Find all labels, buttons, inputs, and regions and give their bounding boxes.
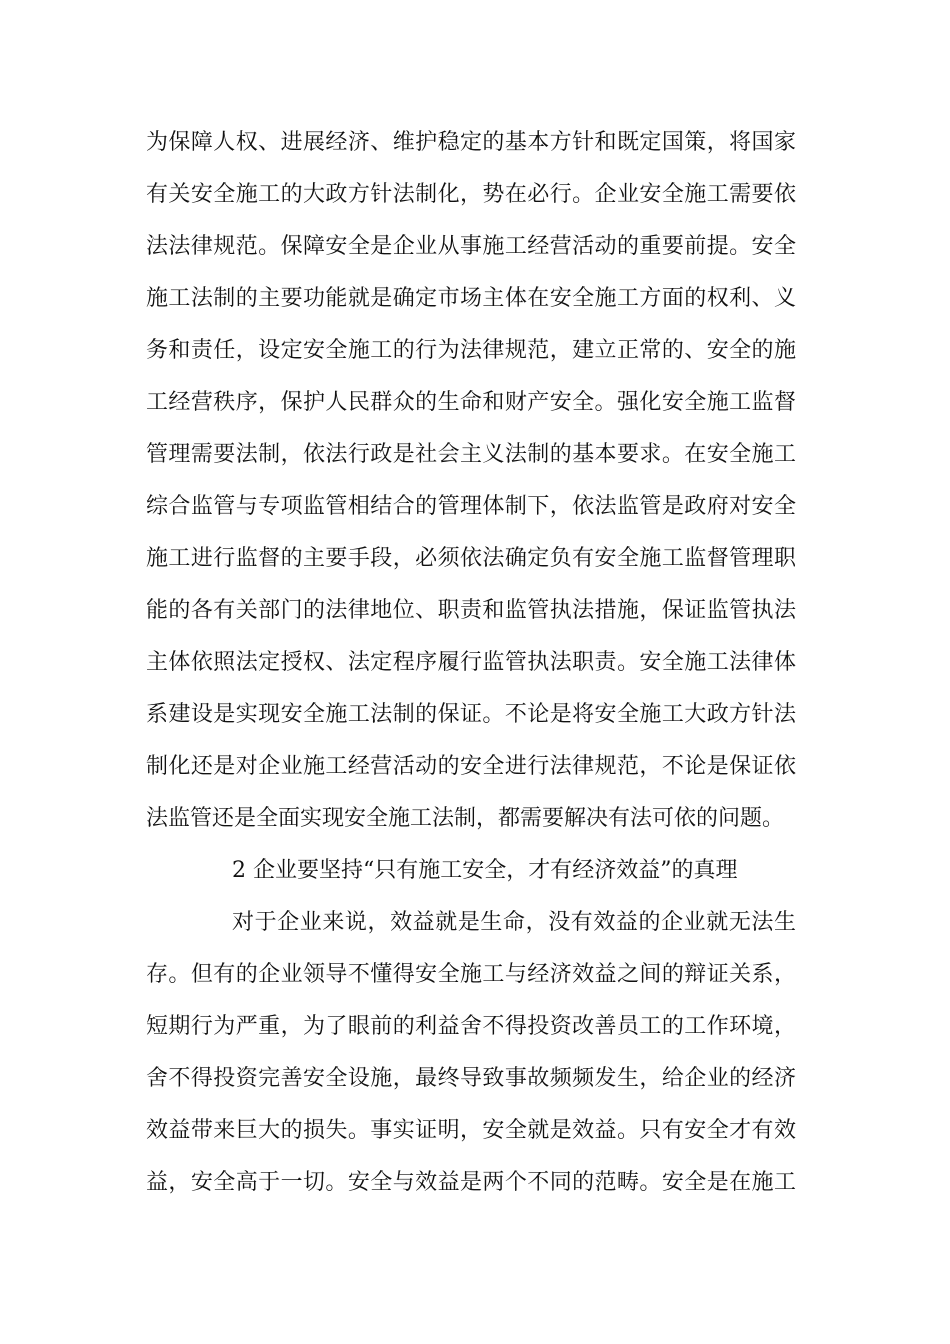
text-line: 制化还是对企业施工经营活动的安全进行法律规范，不论是保证依 <box>146 754 796 779</box>
text-line: 为保障人权、进展经济、维护稳定的基本方针和既定国策，将国家 <box>146 130 796 155</box>
text-line: 有关安全施工的大政方针法制化，势在必行。企业安全施工需要依 <box>146 182 796 207</box>
text-line: 效益带来巨大的损失。事实证明，安全就是效益。只有安全才有效 <box>146 1118 796 1143</box>
paragraph-1 <box>146 117 796 845</box>
text-line: 对于企业来说，效益就是生命，没有效益的企业就无法生 <box>232 910 796 935</box>
text-line: 能的各有关部门的法律地位、职责和监管执法措施，保证监管执法 <box>146 598 796 623</box>
document-body <box>146 117 796 1209</box>
text-line: 法监管还是全面实现安全施工法制，都需要解决有法可依的问题。 <box>146 806 785 831</box>
paragraph-2 <box>146 897 796 1209</box>
text-line: 法法律规范。保障安全是企业从事施工经营活动的重要前提。安全 <box>146 234 796 259</box>
text-line: 施工进行监督的主要手段，必须依法确定负有安全施工监督管理职 <box>146 546 796 571</box>
text-line: 益，安全高于一切。安全与效益是两个不同的范畴。安全是在施工 <box>146 1170 796 1195</box>
text-line: 主体依照法定授权、法定程序履行监管执法职责。安全施工法律体 <box>146 650 796 675</box>
text-line: 系建设是实现安全施工法制的保证。不论是将安全施工大政方针法 <box>146 702 796 727</box>
text-line: 工经营秩序，保护人民群众的生命和财产安全。强化安全施工监督 <box>146 390 796 415</box>
text-line: 短期行为严重，为了眼前的利益舍不得投资改善员工的工作环境， <box>146 1014 796 1039</box>
section-heading: 2 企业要坚持“只有施工安全，才有经济效益”的真理 <box>232 858 738 883</box>
text-line: 舍不得投资完善安全设施，最终导致事故频频发生，给企业的经济 <box>146 1066 796 1091</box>
text-line: 施工法制的主要功能就是确定市场主体在安全施工方面的权利、义 <box>146 286 796 311</box>
text-line: 管理需要法制，依法行政是社会主义法制的基本要求。在安全施工 <box>146 442 796 467</box>
text-line: 综合监管与专项监管相结合的管理体制下，依法监管是政府对安全 <box>146 494 796 519</box>
text-line: 存。但有的企业领导不懂得安全施工与经济效益之间的辩证关系， <box>146 962 796 987</box>
text-line: 务和责任，设定安全施工的行为法律规范，建立正常的、安全的施 <box>146 338 796 363</box>
